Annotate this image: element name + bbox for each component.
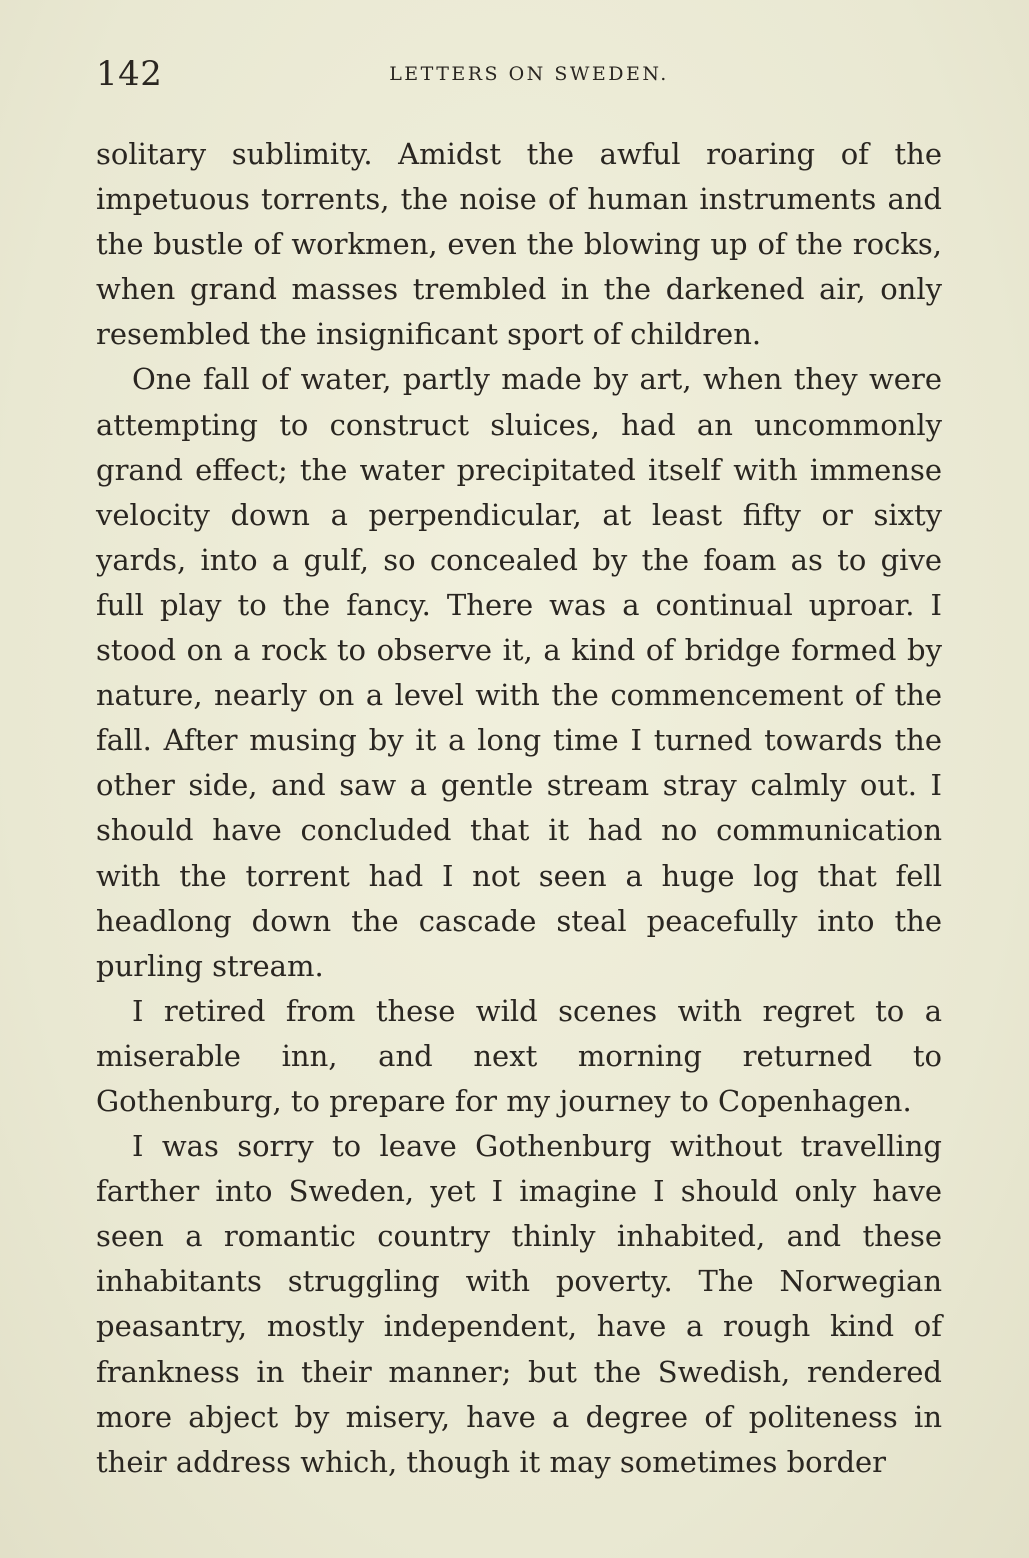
paragraph-return: I retired from these wild scenes with regret to a miserable inn, and next morning returned to Gothenburg, to prepare for my journey to Copenhagen.	[96, 993, 942, 1118]
page-number: 142	[96, 54, 163, 94]
paragraph-continued: solitary sublimity. Amidst the awful roaring of the impetuous torrents, the noise of human instruments and the bustle of workmen, even the blowing up of the rocks, when grand masses trembled in the darkened air, only resembled the insignificant sport of children.	[96, 137, 942, 352]
page-header	[96, 52, 942, 100]
body-text	[96, 132, 942, 1485]
paragraph-waterfall: One fall of water, partly made by art, when they were attempting to construct sluices, had an uncommonly grand effect; the water precipitated itself with immense velocity down a perpendicular, at least fifty or sixty yards, into a gulf, so concealed by the foam as to give full play to the fancy. There was a continual uproar. I stood on a rock to observe it, a kind of bridge formed by nature, nearly on a level with the commencement of the fall. After musing by it a long time I turned towards the other side, and saw a gentle stream stray calmly out. I should have concluded that it had no communication with the torrent had I not seen a huge log that fell headlong down the cascade steal peacefully into the purling stream.	[96, 362, 942, 983]
running-title: LETTERS ON SWEDEN.	[389, 63, 669, 85]
paragraph-sweden: I was sorry to leave Gothenburg without travelling farther into Sweden, yet I imagine I should only have seen a romantic country thinly inhabited, and these inhabitants struggling with poverty. The Norwegian peasantry, mostly independent, have a rough kind of frankness in their manner; but the Swedish, rendered more abject by misery, have a degree of politeness in their address which, though it may sometimes border	[96, 1129, 942, 1479]
